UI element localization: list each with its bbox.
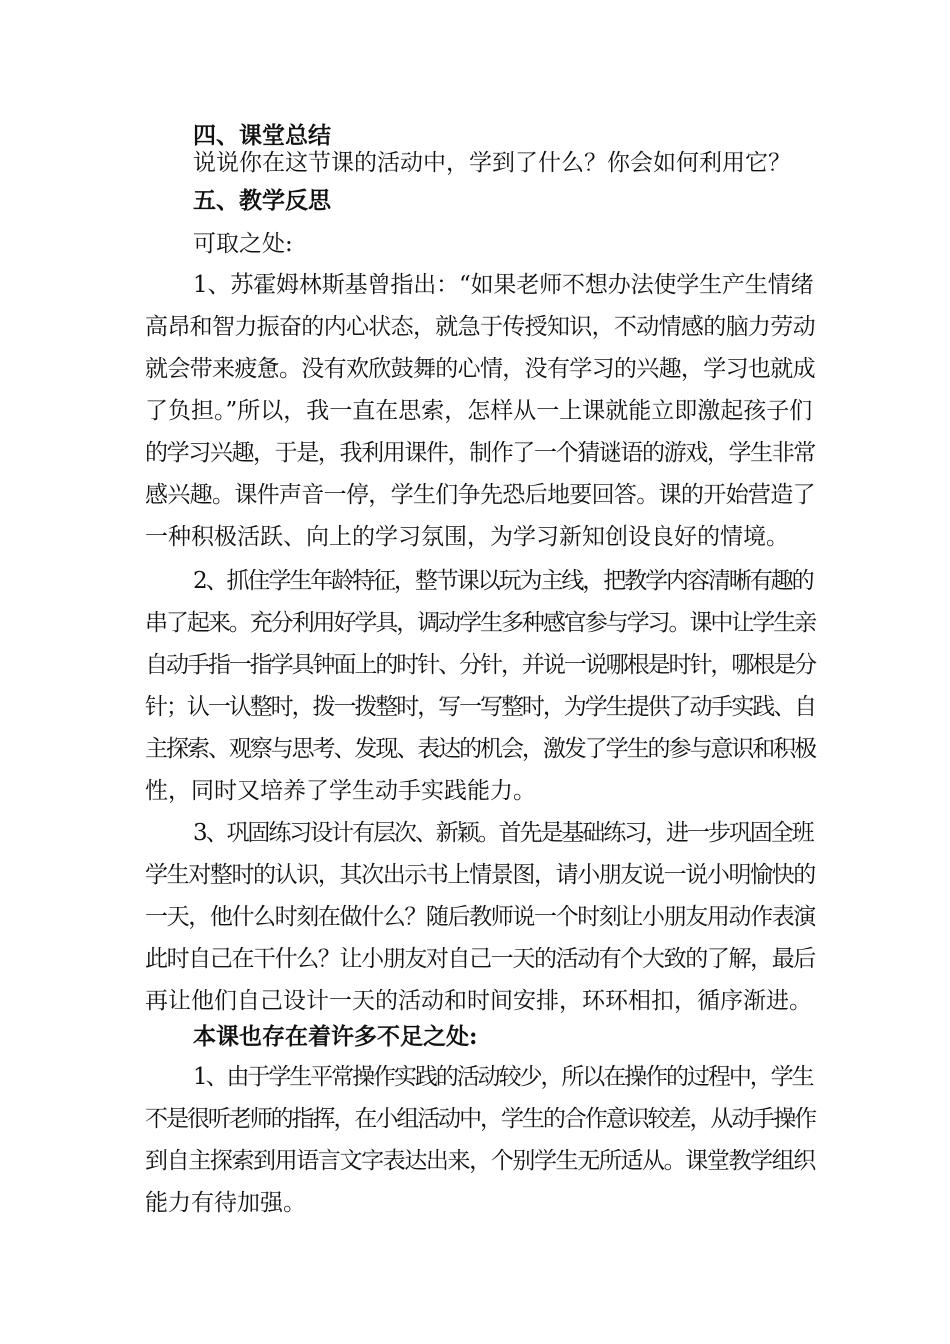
- merit1-line-6: 感兴趣。课件声音一停，学生们争先恐后地要回答。课的开始营造了: [145, 482, 815, 508]
- merit2-line-1: 2、抓住学生年龄特征，整节课以玩为主线，把教学内容清晰有趣的: [193, 568, 813, 594]
- merits-label: 可取之处:: [193, 231, 293, 257]
- merit2-line-6: 性，同时又培养了学生动手实践能力。: [145, 778, 536, 804]
- shortcoming1-line-4: 能力有待加强。: [145, 1190, 306, 1216]
- merit2-line-2: 串了起来。充分利用好学具，调动学生多种感官参与学习。课中让学生亲: [145, 610, 816, 636]
- merit3-line-4: 此时自己在干什么？让小朋友对自己一天的活动有个大致的了解，最后: [145, 946, 815, 972]
- shortcoming1-line-1: 1、由于学生平常操作实践的活动较少，所以在操作的过程中，学生: [193, 1064, 813, 1090]
- shortcoming1-line-3: 到自主探索到用语言文字表达出来，个别学生无所适从。课堂教学组织: [145, 1148, 815, 1174]
- merit3-line-1: 3、巩固练习设计有层次、新颖。首先是基础练习，进一步巩固全班: [193, 820, 813, 846]
- merit1-line-2: 高昂和智力振奋的内心状态，就急于传授知识，不动情感的脑力劳动: [145, 314, 815, 340]
- section4-heading: 四、课堂总结: [193, 122, 331, 149]
- section4-text: 说说你在这节课的活动中，学到了什么？你会如何利用它？: [193, 150, 791, 176]
- merit1-line-7: 一种积极活跃、向上的学习氛围，为学习新知创设良好的情境。: [145, 524, 789, 550]
- merit1-line-4: 了负担。”所以，我一直在思索，怎样从一上课就能立即激起孩子们: [145, 398, 813, 424]
- merit2-line-4: 针；认一认整时，拨一拨整时，写一写整时，为学生提供了动手实践、自: [145, 694, 816, 720]
- merit3-line-3: 一天，他什么时刻在做什么？随后教师说一个时刻让小朋友用动作表演: [145, 904, 815, 930]
- merit3-line-2: 学生对整时的认识，其次出示书上情景图，请小朋友说一说小明愉快的: [145, 862, 815, 888]
- shortcoming1-line-2: 不是很听老师的指挥，在小组活动中，学生的合作意识较差，从动手操作: [145, 1106, 816, 1132]
- merit1-line-3: 就会带来疲惫。没有欢欣鼓舞的心情，没有学习的兴趣，学习也就成: [145, 356, 815, 382]
- merit1-line-5: 的学习兴趣，于是，我利用课件，制作了一个猜谜语的游戏，学生非常: [145, 440, 815, 466]
- merit1-line-1: 1、苏霍姆林斯基曾指出：“如果老师不想办法使学生产生情绪: [193, 272, 814, 298]
- merit3-line-5: 再让他们自己设计一天的活动和时间安排，环环相扣，循序渐进。: [145, 988, 812, 1014]
- shortcomings-heading: 本课也存在着许多不足之处:: [193, 1023, 478, 1050]
- merit2-line-3: 自动手指一指学具钟面上的时针、分针，并说一说哪根是时针，哪根是分: [145, 652, 816, 678]
- section5-heading: 五、教学反思: [193, 187, 331, 214]
- merit2-line-5: 主探索、观察与思考、发现、表达的机会，激发了学生的参与意识和积极: [145, 736, 816, 762]
